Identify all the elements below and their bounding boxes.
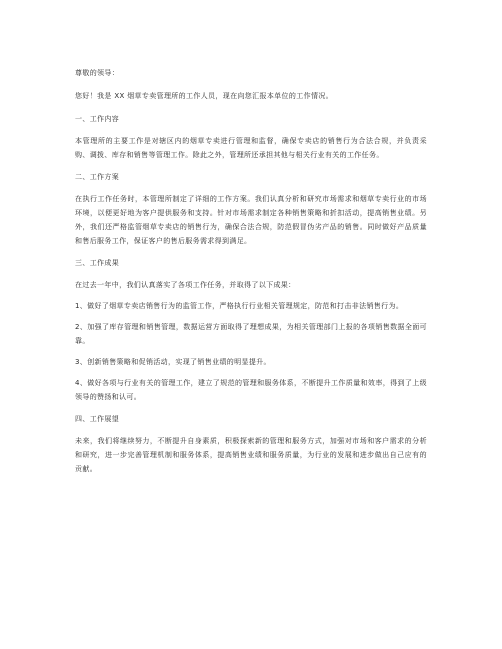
work-plan-paragraph: 在执行工作任务时，本管理所制定了详细的工作方案。我们认真分析和研究市场需求和烟草专卖行业的市场环境，以便更好地为客户提供服务和支持。针对市场需求制定各种销售策略和折扣活动，提高销售业绩。另外，我们还严格监管烟草专卖店的销售行为，确保合法合规，防范假冒伪劣产品的销售。同时做好产品质量和售后服务工作，保证客户的售后服务需求得到满足。 — [75, 195, 427, 245]
salutation: 尊敬的领导： — [75, 69, 120, 77]
work-outlook-paragraph: 未来，我们将继续努力，不断提升自身素质，积极探索新的管理和服务方式，加强对市场和客户需求的分析和研究，进一步完善管理机制和服务体系，提高销售业绩和服务质量，为行业的发展和进步做出自己应有的贡献。 — [75, 437, 427, 473]
work-result-item-2: 2、加强了库存管理和销售管理，数据运营方面取得了理想成果，为相关管理部门上报的各项销售数据全面可靠。 — [75, 323, 427, 345]
section-heading-work-results: 三、工作成果 — [75, 259, 120, 267]
work-result-item-3: 3、创新销售策略和促销活动，实现了销售业绩的明显提升。 — [75, 358, 271, 366]
report-document — [75, 66, 427, 484]
section-heading-work-content: 一、工作内容 — [75, 115, 120, 123]
section-heading-work-outlook: 四、工作展望 — [75, 415, 120, 423]
intro-paragraph: 您好！我是 XX 烟草专卖管理所的工作人员，现在向您汇报本单位的工作情况。 — [75, 92, 333, 100]
work-results-intro: 在过去一年中，我们认真落实了各项工作任务，并取得了以下成果： — [75, 281, 296, 289]
work-result-item-4: 4、做好各项与行业有关的管理工作，建立了规范的管理和服务体系，不断提升工作质量和效率，得到了上级领导的赞扬和认可。 — [75, 379, 427, 401]
work-content-paragraph: 本管理所的主要工作是对辖区内的烟草专卖进行管理和监督，确保专卖店的销售行为合法合规，并负责采购、调拨、库存和销售等管理工作。除此之外，管理所还承担其他与相关行业有关的工作任务。 — [75, 137, 427, 159]
work-result-item-1: 1、做好了烟草专卖店销售行为的监管工作，严格执行行业相关管理规定，防范和打击非法销售行为。 — [75, 302, 404, 310]
section-heading-work-plan: 二、工作方案 — [75, 173, 120, 181]
